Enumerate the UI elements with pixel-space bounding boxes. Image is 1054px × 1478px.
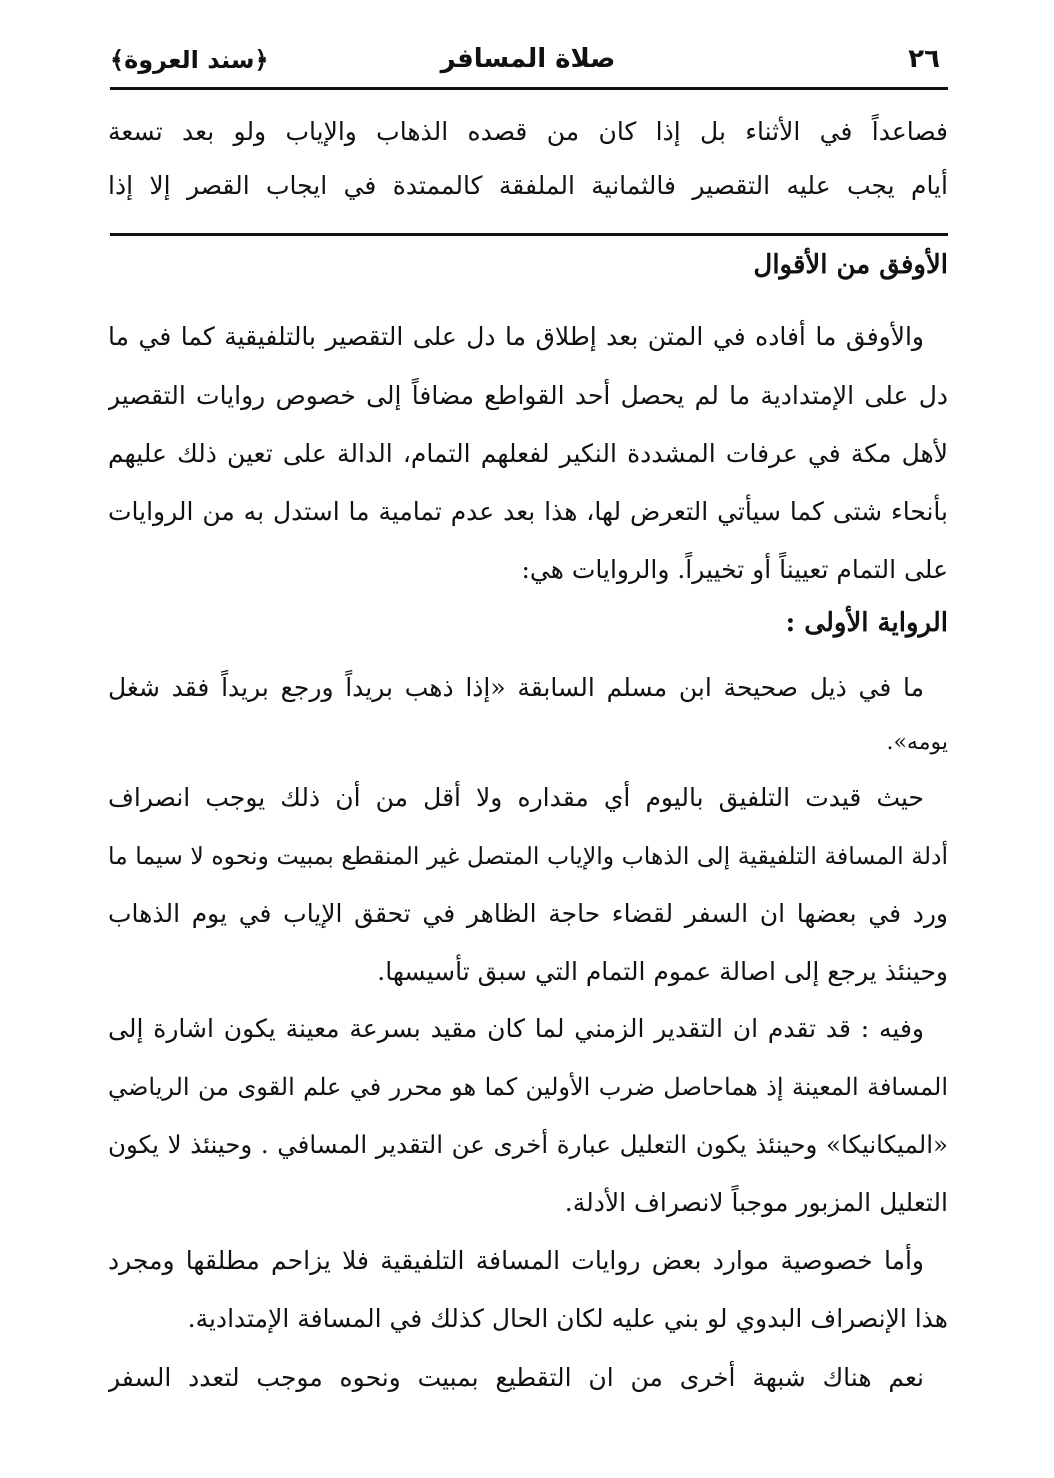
text-line: نعم هناك شبهة أخرى من ان التقطيع بمبيت ونحوه موجب لتعدد السفر xyxy=(108,1363,924,1392)
text-line: يومه». xyxy=(886,730,948,755)
text-line: ورد في بعضها ان السفر لقضاء حاجة الظاهر في تحقق الإياب في يوم الذهاب xyxy=(108,899,948,928)
text-line: التعليل المزبور موجباً لانصراف الأدلة. xyxy=(564,1188,948,1217)
text-line: وأما خصوصية موارد بعض روايات المسافة التلفيقية فلا يزاحم مطلقها ومجرد xyxy=(108,1246,924,1275)
book-title: ﴿سند العروة﴾ xyxy=(110,46,269,74)
text-line: والأوفق ما أفاده في المتن بعد إطلاق ما دل على التقصير بالتلفيقية كما في ما xyxy=(108,322,924,351)
section-divider xyxy=(110,233,948,236)
text-line: بأنحاء شتى كما سيأتي التعرض لها، هذا بعد عدم تمامية ما استدل به من الروايات xyxy=(108,497,948,526)
text-line: المسافة المعينة إذ هماحاصل ضرب الأولين كما هو محرر في علم القوى من الرياضي xyxy=(108,1073,948,1101)
section-heading: الأوفق من الأقوال xyxy=(753,250,948,280)
text-line: حيث قيدت التلفيق باليوم أي مقداره ولا أقل من أن ذلك يوجب انصراف xyxy=(108,783,924,812)
text-line: ما في ذيل صحيحة ابن مسلم السابقة «إذا ذهب بريداً ورجع بريداً فقد شغل xyxy=(108,673,924,702)
text-line: وحينئذ يرجع إلى اصالة عموم التمام التي سبق تأسيسها. xyxy=(377,957,948,986)
text-line: لأهل مكة في عرفات المشددة النكير لفعلهم التمام، الدالة على تعين ذلك عليهم xyxy=(108,439,948,468)
page-number: ٢٦ xyxy=(908,44,940,74)
text-line: «الميكانيكا» وحينئذ يكون التعليل عبارة أخرى عن التقدير المسافي . وحينئذ لا يكون xyxy=(108,1130,948,1159)
text-line: فصاعداً في الأثناء بل إذا كان من قصده الذهاب والإياب ولو بعد تسعة xyxy=(108,117,948,146)
text-line: على التمام تعييناً أو تخييراً. والروايات هي: xyxy=(521,555,948,584)
commentary xyxy=(108,240,948,1470)
text-line: دل على الإمتدادية ما لم يحصل أحد القواطع مضافاً إلى خصوص روايات التقصير xyxy=(108,381,948,410)
chapter-title: صلاة المسافر xyxy=(440,44,616,74)
text-line: هذا الإنصراف البدوي لو بني عليه لكان الحال كذلك في المسافة الإمتدادية. xyxy=(187,1304,948,1333)
text-line: أدلة المسافة التلفيقية إلى الذهاب والإياب المتصل غير المنقطع بمبيت ونحوه لا سيما ما xyxy=(108,842,948,870)
text-line: وفيه : قد تقدم ان التقدير الزمني لما كان مقيد بسرعة معينة يكون اشارة إلى xyxy=(108,1014,924,1043)
main-text xyxy=(108,107,948,217)
running-header xyxy=(110,40,946,84)
text-line: أيام يجب عليه التقصير فالثمانية الملفقة كالممتدة في ايجاب القصر إلا إذا xyxy=(108,171,948,200)
section-heading: الرواية الأولى : xyxy=(785,608,948,638)
header-rule xyxy=(110,87,948,90)
